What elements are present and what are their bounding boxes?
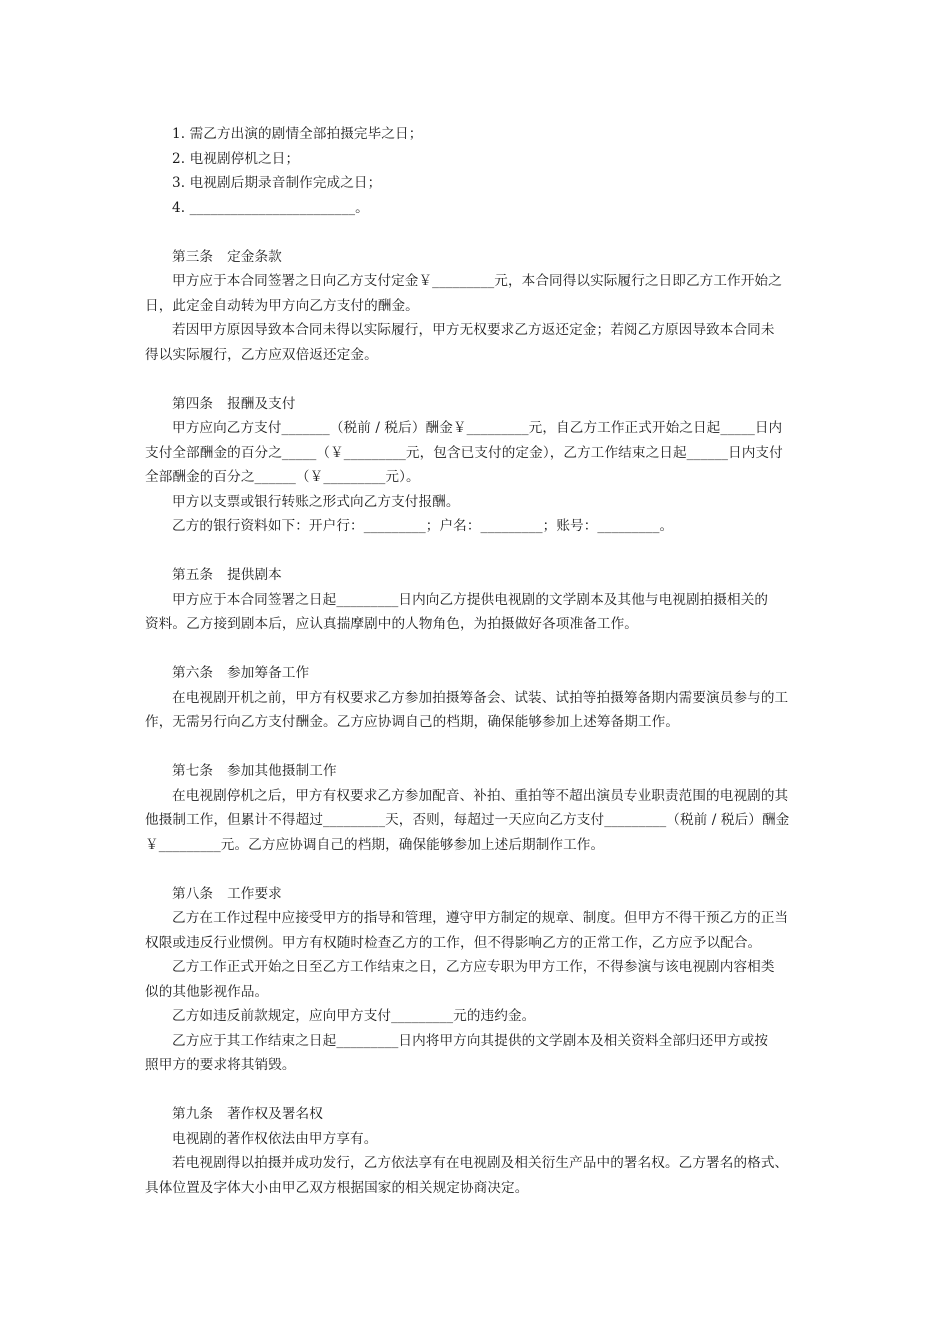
section-title: 参加筹备工作 [227, 665, 310, 681]
numbered-list [145, 122, 810, 220]
section-heading [145, 392, 810, 417]
paragraph-line: 具体位置及字体大小由甲乙双方根据国家的相关规定协商决定。 [145, 1179, 529, 1196]
paragraph-line: 甲方以支票或银行转账之形式向乙方支付报酬。 [172, 493, 460, 510]
section-9 [145, 1102, 810, 1200]
paragraph-line: 在电视剧开机之前，甲方有权要求乙方参加拍摄筹备会、试装、试拍等拍摄筹备期内需要演员参与的工 [172, 689, 789, 706]
paragraph-line: 电视剧的著作权依法由甲方享有。 [172, 1130, 378, 1147]
section-4 [145, 392, 810, 539]
list-item: 1. 需乙方出演的剧情全部拍摄完毕之日； [172, 126, 423, 142]
section-title: 提供剧本 [227, 567, 282, 583]
paragraph-line: 支付全部酬金的百分之_____（￥_________元，包含已支付的定金），乙方工作结束之日起______日内支付 [145, 444, 783, 461]
section-heading [145, 1102, 810, 1127]
section-number: 第六条 [172, 665, 214, 681]
paragraph-line: 乙方工作正式开始之日至乙方工作结束之日，乙方应专职为甲方工作，不得参演与该电视剧内容相类 [172, 959, 775, 975]
section-8 [145, 882, 810, 1078]
paragraph-line: 乙方如违反前款规定，应向甲方支付_________元的违约金。 [172, 1008, 536, 1024]
paragraph-line: 乙方的银行资料如下：开户行：_________；户名：_________；账号：_________。 [172, 518, 674, 534]
paragraph-line: 作，无需另行向乙方支付酬金。乙方应协调自己的档期，确保能够参加上述筹备期工作。 [145, 714, 680, 730]
paragraph-line: 资料。乙方接到剧本后，应认真揣摩剧中的人物角色，为拍摄做好各项准备工作。 [145, 616, 638, 632]
section-number: 第九条 [172, 1106, 214, 1122]
section-6 [145, 661, 810, 735]
section-number: 第八条 [172, 885, 214, 902]
list-item: 3. 电视剧后期录音制作完成之日； [172, 175, 382, 191]
paragraph-line: 他摄制工作，但累计不得超过_________天，否则，每超过一天应向乙方支付_________（税前 / 税后）酬金 [145, 812, 790, 828]
paragraph-line: 得以实际履行，乙方应双倍返还定金。 [145, 346, 378, 363]
section-title: 工作要求 [227, 885, 282, 902]
paragraph-line: 照甲方的要求将其销毁。 [145, 1057, 296, 1073]
paragraph-line: 乙方应于其工作结束之日起_________日内将甲方向其提供的文学剧本及相关资料全部归还甲方或按 [172, 1032, 769, 1049]
paragraph-line: 日，此定金自动转为甲方向乙方支付的酬金。 [145, 297, 419, 314]
paragraph-line: 权限或违反行业惯例。甲方有权随时检查乙方的工作，但不得影响乙方的正常工作，乙方应予以配合。 [145, 934, 762, 951]
paragraph-line: 在电视剧停机之后，甲方有权要求乙方参加配音、补拍、重拍等不超出演员专业职责范围的电视剧的其 [172, 787, 789, 804]
document-page [145, 122, 810, 1200]
section-number: 第四条 [172, 395, 214, 412]
paragraph-line: 乙方在工作过程中应接受甲方的指导和管理，遵守甲方制定的规章、制度。但甲方不得干预乙方的正当 [172, 910, 789, 926]
section-3 [145, 245, 810, 368]
paragraph-line: 甲方应向乙方支付_______（税前 / 税后）酬金￥_________元，自乙方工作正式开始之日起_____日内 [172, 420, 783, 436]
section-heading [145, 563, 810, 588]
section-heading [145, 882, 810, 907]
paragraph-line: 若因甲方原因导致本合同未得以实际履行，甲方无权要求乙方返还定金；若阅乙方原因导致本合同未 [172, 322, 775, 338]
list-item: 4. ________________________。 [172, 199, 369, 216]
paragraph-line: 甲方应于本合同签署之日向乙方支付定金￥_________元，本合同得以实际履行之日即乙方工作开始之 [172, 273, 782, 289]
section-5 [145, 563, 810, 637]
section-number: 第五条 [172, 567, 214, 583]
paragraph-line: 全部酬金的百分之______（￥_________元）。 [145, 469, 420, 485]
section-title: 著作权及署名权 [227, 1106, 323, 1122]
paragraph-line: 似的其他影视作品。 [145, 983, 269, 1000]
section-title: 定金条款 [227, 248, 282, 265]
section-title: 参加其他摄制工作 [227, 763, 337, 779]
section-heading [145, 759, 810, 784]
section-heading [145, 245, 810, 270]
section-number: 第三条 [172, 248, 214, 265]
paragraph-line: ￥_________元。乙方应协调自己的档期，确保能够参加上述后期制作工作。 [145, 836, 605, 853]
paragraph-line: 若电视剧得以拍摄并成功发行，乙方依法享有在电视剧及相关衍生产品中的署名权。乙方署名的格式、 [172, 1155, 789, 1171]
section-number: 第七条 [172, 763, 214, 779]
paragraph-line: 甲方应于本合同签署之日起_________日内向乙方提供电视剧的文学剧本及其他与电视剧拍摄相关的 [172, 591, 769, 608]
list-item: 2. 电视剧停机之日； [172, 150, 300, 167]
section-title: 报酬及支付 [227, 395, 296, 412]
section-heading [145, 661, 810, 686]
section-7 [145, 759, 810, 857]
